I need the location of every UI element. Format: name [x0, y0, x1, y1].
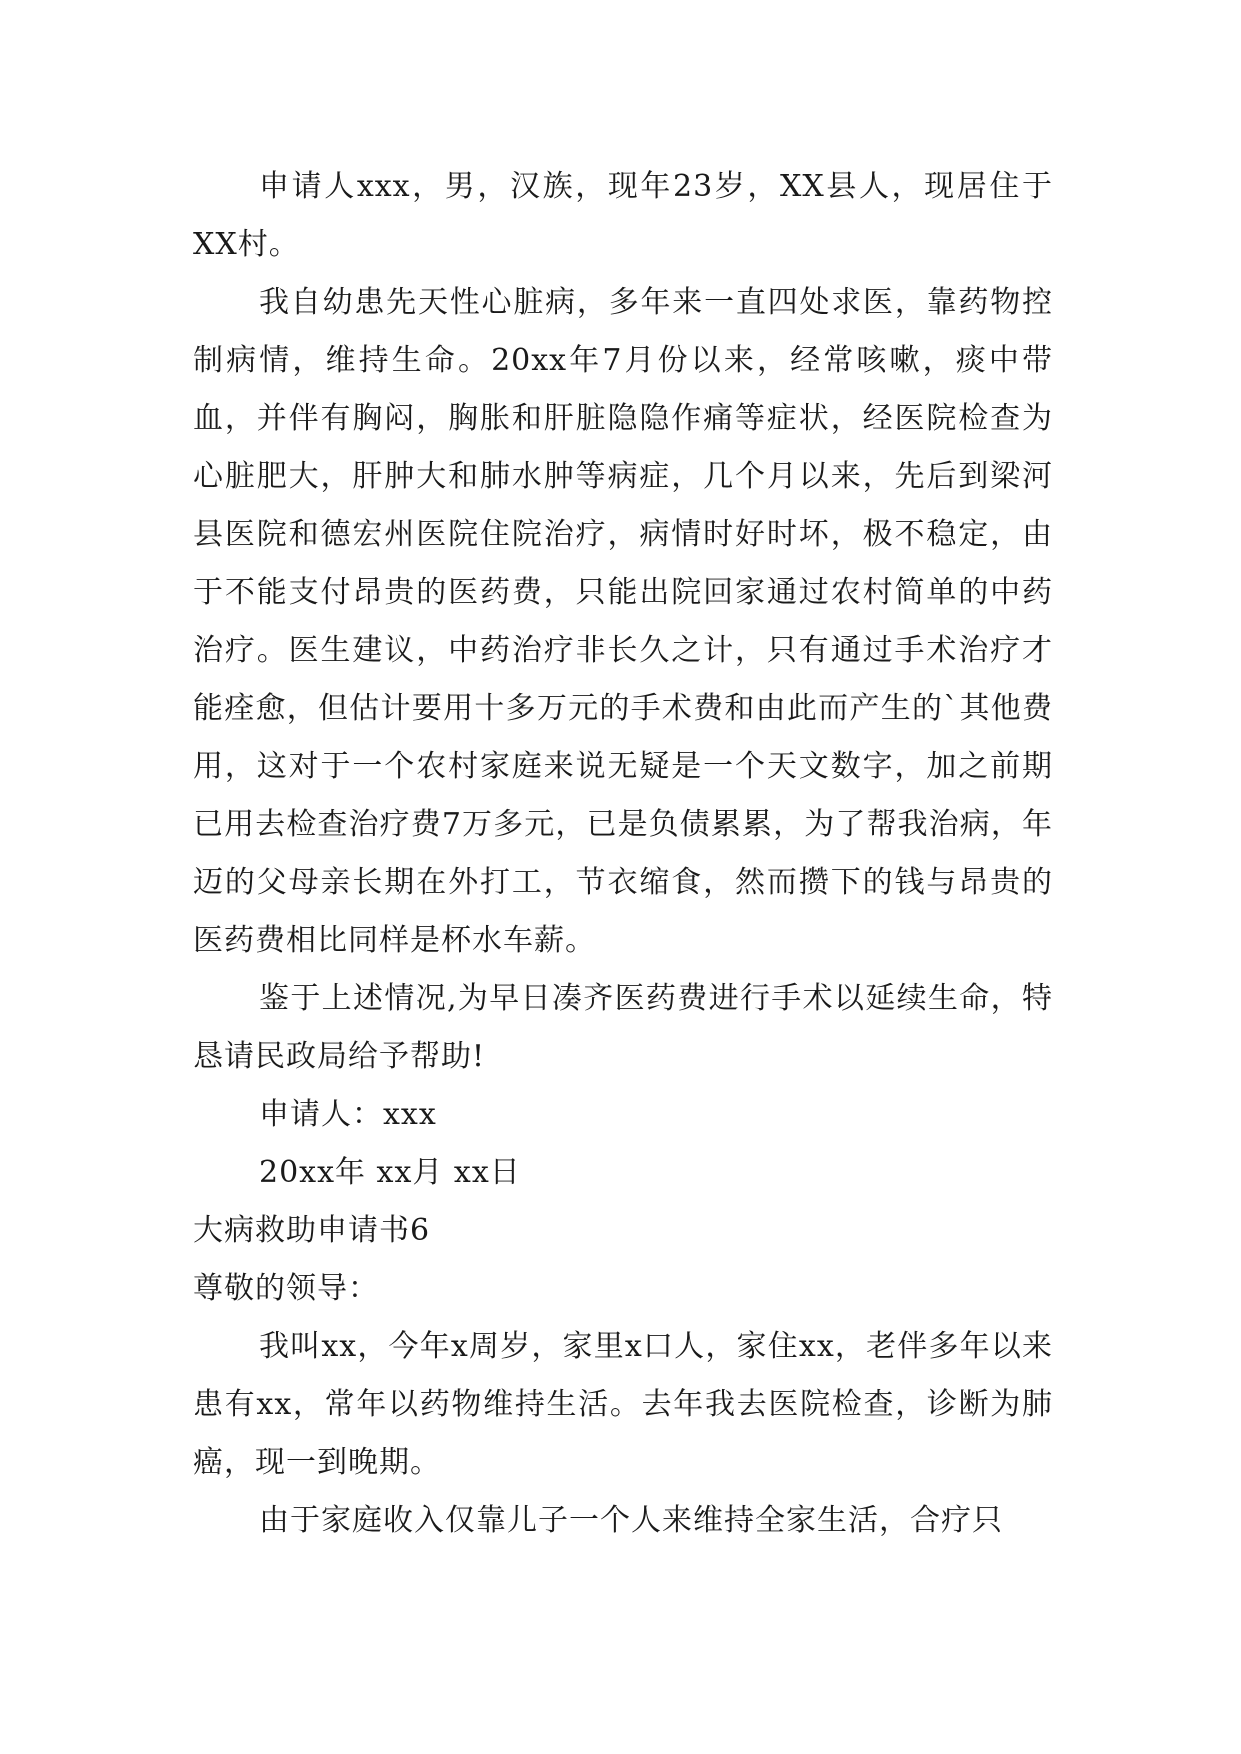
second-letter-income-paragraph: 由于家庭收入仅靠儿子一个人来维持全家生活，合疗只	[259, 1503, 1003, 1538]
second-letter-intro-paragraph: 我叫xx，今年x周岁，家里x口人，家住xx，老伴多年以来患有xx，常年以药物维持生活。去年我去医院检查，诊断为肺癌，现一到晚期。	[193, 1329, 1053, 1480]
section-title: 大病救助申请书6	[193, 1213, 431, 1248]
signature-date: 20xx年 xx月 xx日	[259, 1155, 521, 1190]
document-page	[193, 158, 1053, 1550]
request-paragraph: 鉴于上述情况,为早日凑齐医药费进行手术以延续生命，特恳请民政局给予帮助!	[193, 981, 1053, 1074]
salutation: 尊敬的领导：	[193, 1271, 379, 1306]
applicant-intro-paragraph: 申请人xxx，男，汉族，现年23岁，XX县人，现居住于XX村。	[193, 169, 1053, 262]
signature-name: 申请人：xxx	[259, 1097, 437, 1132]
medical-history-paragraph: 我自幼患先天性心脏病，多年来一直四处求医，靠药物控制病情，维持生命。20xx年7月份以来，经常咳嗽，痰中带血，并伴有胸闷，胸胀和肝脏隐隐作痛等症状，经医院检查为心脏肥大，肝肿大和肺水肿等病症，几个月以来，先后到梁河县医院和德宏州医院住院治疗，病情时好时坏，极不稳定，由于不能支付昂贵的医药费，只能出院回家通过农村简单的中药治疗。医生建议，中药治疗非长久之计，只有通过手术治疗才能痊愈，但估计要用十多万元的手术费和由此而产生的`其他费用，这对于一个农村家庭来说无疑是一个天文数字，加之前期已用去检查治疗费7万多元，已是负债累累，为了帮我治病，年迈的父母亲长期在外打工，节衣缩食，然而攒下的钱与昂贵的医药费相比同样是杯水车薪。	[193, 285, 1053, 958]
